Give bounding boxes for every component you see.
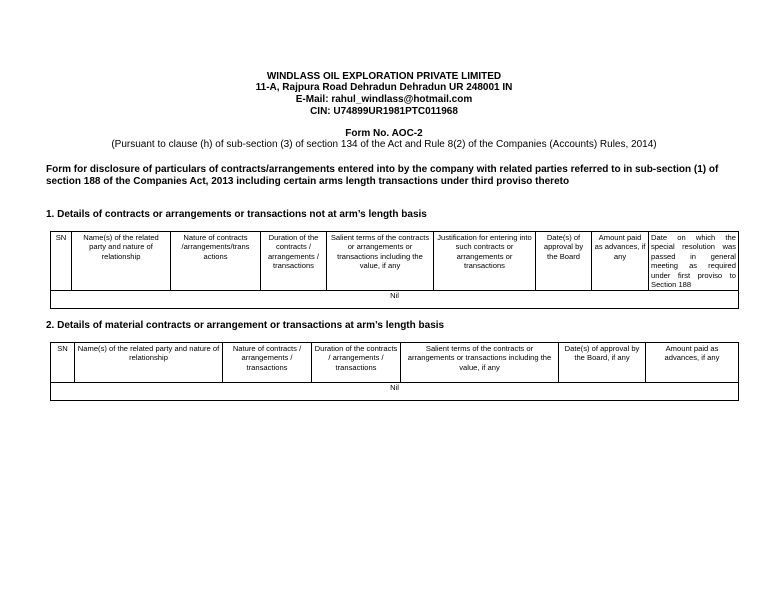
section2-title: 2. Details of material contracts or arrangement or transactions at arm’s length basis bbox=[46, 320, 445, 331]
section2-table bbox=[50, 342, 739, 401]
section1-title: 1. Details of contracts or arrangements or transactions not at arm’s length basis bbox=[46, 209, 427, 220]
column-header-nature: Nature of contracts /arrangements/trans actions bbox=[171, 232, 261, 291]
column-header-salient-terms: Salient terms of the contracts or arrangements or transactions including the value, if any bbox=[401, 343, 559, 383]
nil-cell: Nil bbox=[51, 383, 739, 401]
column-header-approval-date: Date(s) of approval by the Board, if any bbox=[559, 343, 646, 383]
table-header-row bbox=[51, 232, 739, 291]
column-header-related-party: Name(s) of the related party and nature of relationship bbox=[72, 232, 171, 291]
table-row bbox=[51, 383, 739, 401]
nil-cell: Nil bbox=[51, 291, 739, 309]
column-header-advances: Amount paid as advances, if any bbox=[646, 343, 739, 383]
column-header-salient-terms: Salient terms of the contracts or arrangements or transactions including the value, if any bbox=[327, 232, 434, 291]
form-title: Form No. AOC-2 bbox=[345, 128, 423, 139]
column-header-duration: Duration of the contracts / arrangements / transactions bbox=[312, 343, 401, 383]
form-intro: Form for disclosure of particulars of contracts/arrangements entered into by the company with related parties referred to in sub-section (1) of section 188 of the Companies Act, 2013 including certain arms length transactions under third proviso thereto bbox=[46, 164, 719, 187]
table-row bbox=[51, 291, 739, 309]
company-address: 11-A, Rajpura Road Dehradun Dehradun UR 248001 IN bbox=[255, 82, 513, 93]
column-header-justification: Justification for entering into such contracts or arrangements or transactions bbox=[434, 232, 536, 291]
table-header-row bbox=[51, 343, 739, 383]
column-header-special-resolution: Date on which the special resolution was passed in general meeting as required under first proviso to Section 188 bbox=[649, 232, 739, 291]
column-header-approval-date: Date(s) of approval by the Board bbox=[536, 232, 592, 291]
column-header-advances: Amount paid as advances, if any bbox=[592, 232, 649, 291]
form-subtitle: (Pursuant to clause (h) of sub-section (3) of section 134 of the Act and Rule 8(2) of the Companies (Accounts) Rules, 2014) bbox=[111, 139, 657, 150]
company-email: E-Mail: rahul_windlass@hotmail.com bbox=[295, 94, 473, 105]
company-cin: CIN: U74899UR1981PTC011968 bbox=[310, 106, 458, 117]
column-header-sn: SN bbox=[51, 232, 72, 291]
column-header-duration: Duration of the contracts / arrangements / transactions bbox=[261, 232, 327, 291]
column-header-sn: SN bbox=[51, 343, 75, 383]
section1-table bbox=[50, 231, 739, 309]
column-header-nature: Nature of contracts / arrangements / transactions bbox=[223, 343, 312, 383]
column-header-related-party: Name(s) of the related party and nature of relationship bbox=[75, 343, 223, 383]
company-name: WINDLASS OIL EXPLORATION PRIVATE LIMITED bbox=[266, 71, 502, 82]
